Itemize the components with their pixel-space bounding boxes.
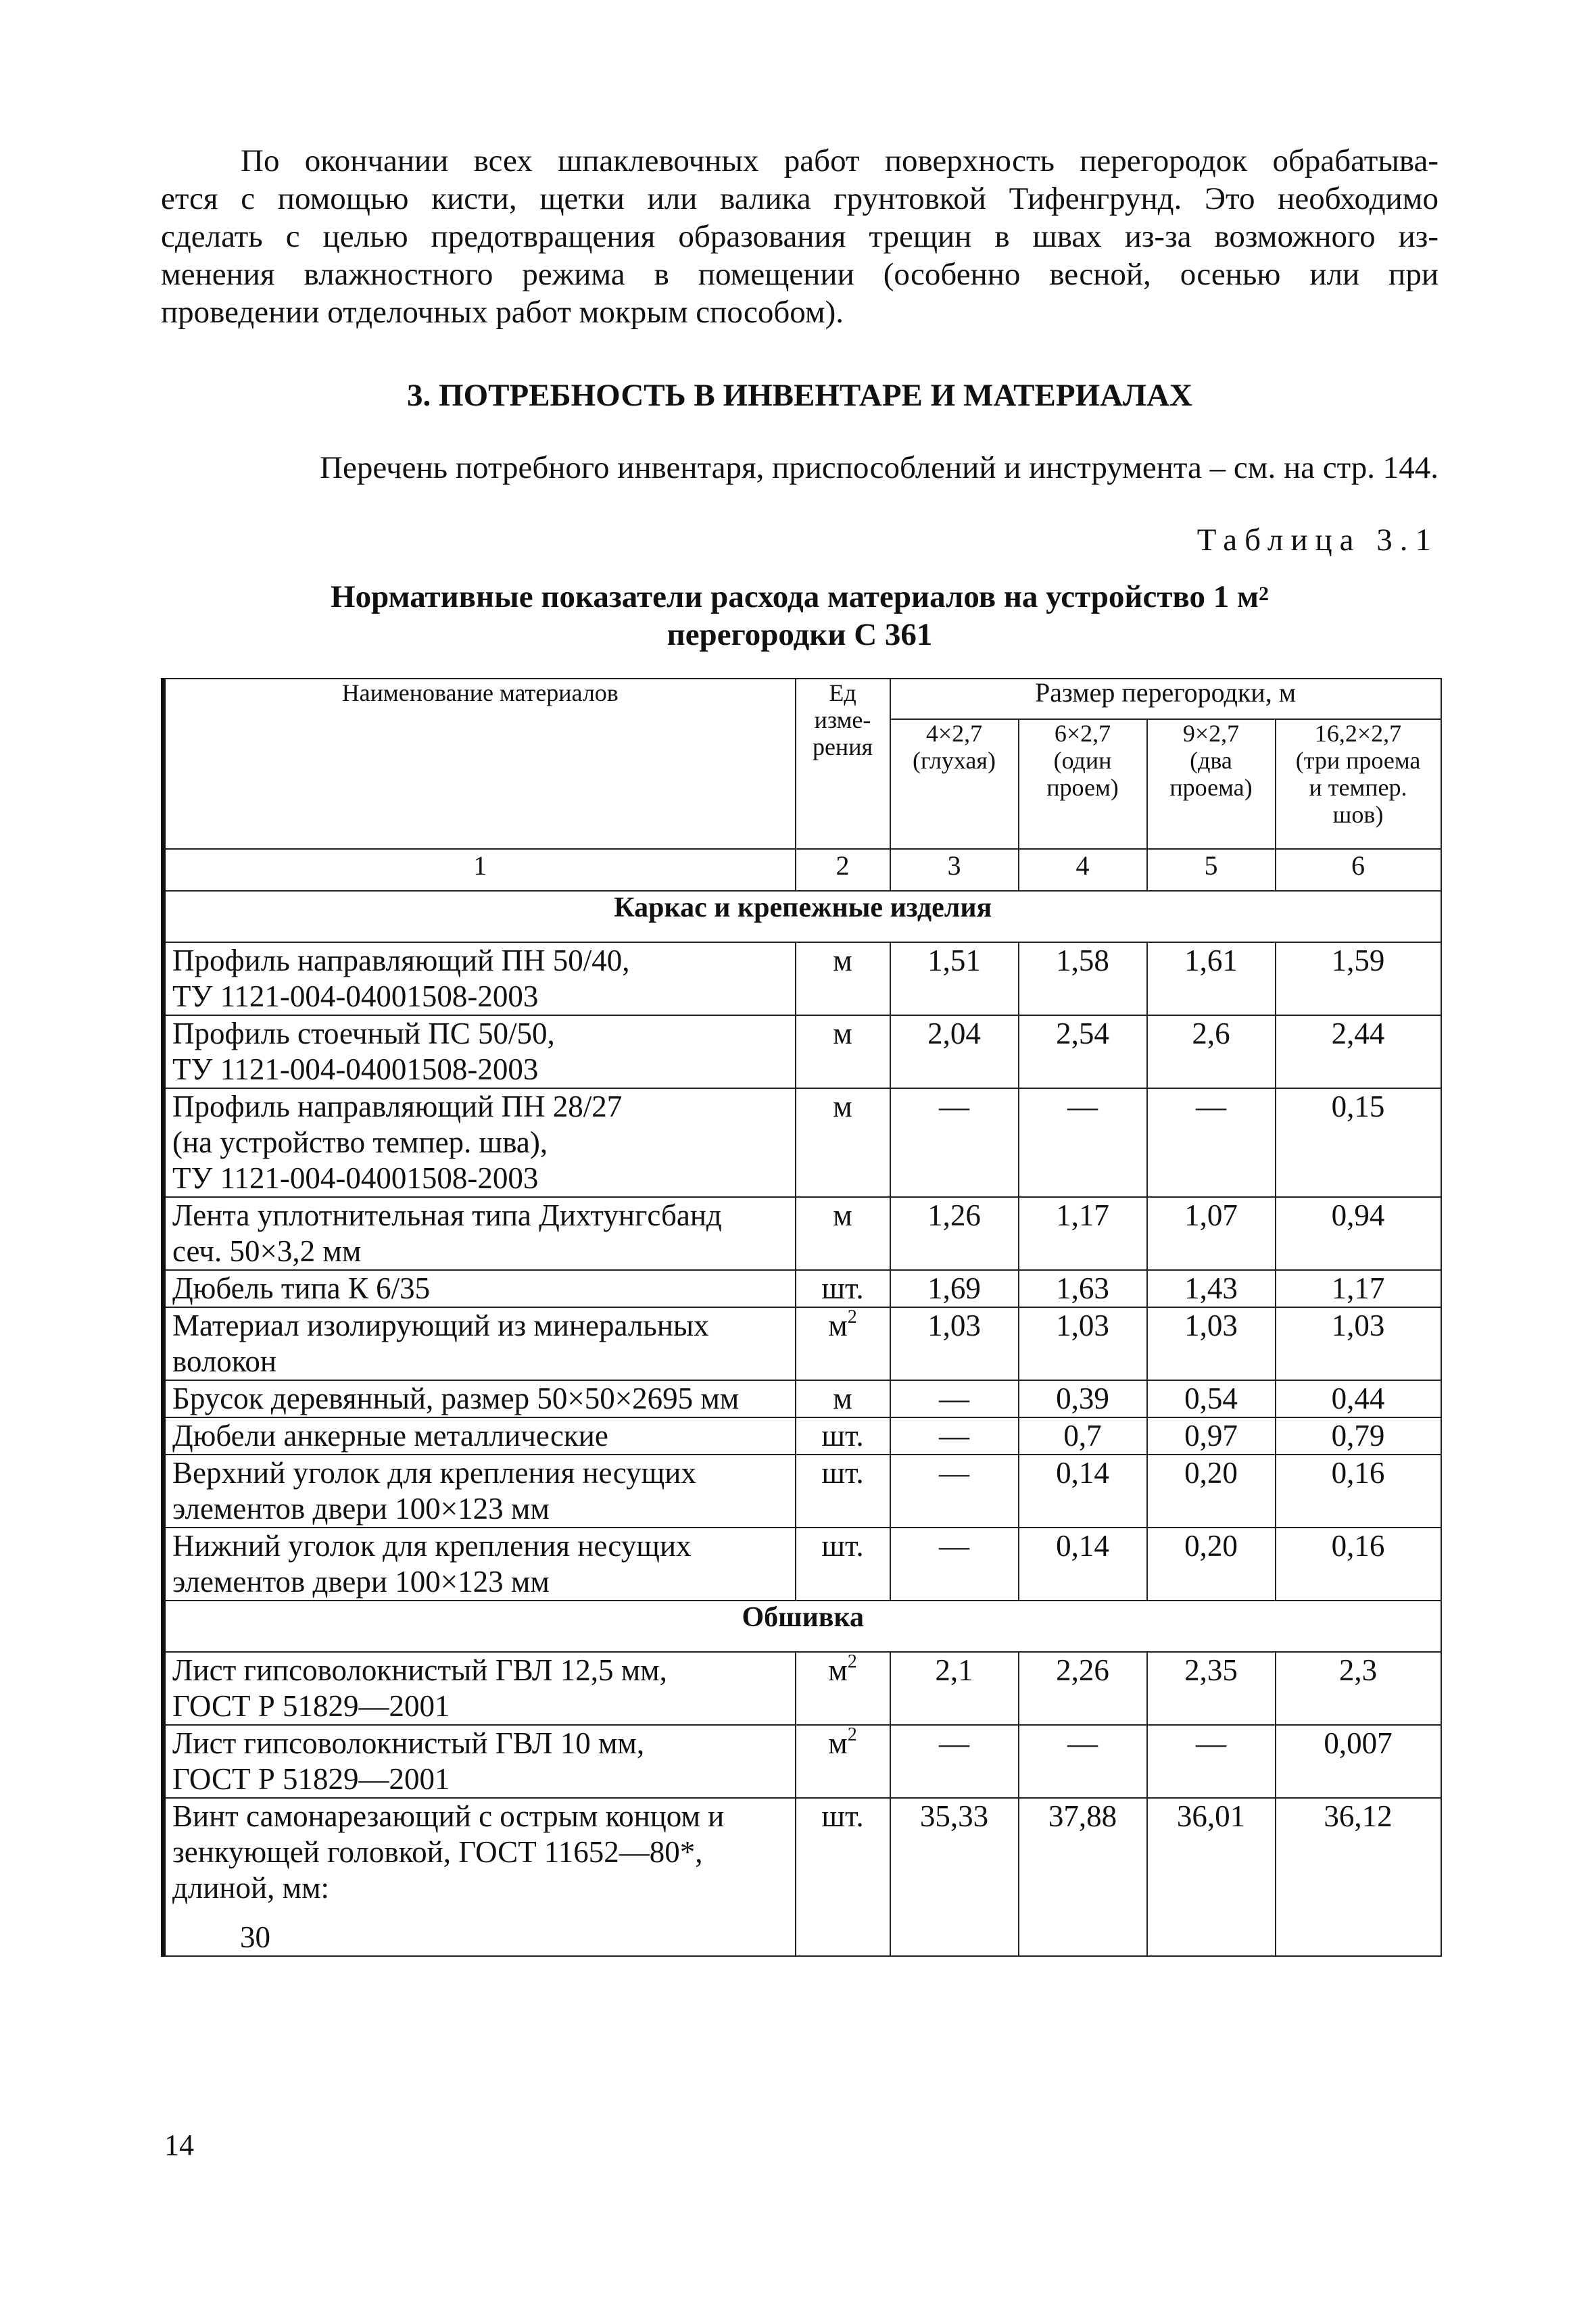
material-name [164,1455,796,1528]
value-cell: 1,51 [890,942,1019,1015]
value-cell: 1,07 [1147,1197,1276,1270]
unit-cell [796,1417,890,1455]
value-cell: — [890,1528,1019,1601]
intro-line: менения влажностного режима в помещении (особенно весной, осенью или при [161,257,1438,292]
cell-line: Профиль направляющий ПН 28/27 [172,1090,623,1123]
cell-line: сеч. 50×3,2 мм [172,1234,362,1268]
section-row [164,891,1441,942]
unit-cell: шт. [796,1798,890,1956]
unit-cell [796,1652,890,1725]
unit-cell [796,942,890,1015]
unit-text: шт. [821,1529,864,1563]
value-cell: 0,97 [1147,1417,1276,1455]
value-cell: 1,43 [1147,1270,1276,1307]
value-cell: 0,007 [1276,1725,1441,1798]
cell-line: (два [1190,747,1232,774]
value-cell: 1,63 [1019,1270,1147,1307]
unit-cell [796,1380,890,1417]
table-row [164,1197,1441,1270]
unit-text: м [833,1198,852,1232]
cell-line: Материал изолирующий из минеральных [172,1309,709,1342]
column-number: 1 [164,849,796,891]
value-cell: 37,88 [1019,1798,1147,1956]
table-row [164,1652,1441,1725]
cell-line: 6×2,7 [1054,720,1111,747]
value-cell: 1,03 [890,1307,1019,1380]
table-row [164,1380,1441,1417]
size-header [1276,719,1441,849]
value-cell: 1,58 [1019,942,1147,1015]
table-row [164,1417,1441,1455]
value-cell: — [890,1380,1019,1417]
unit-text: шт. [821,1271,864,1305]
intro-line: По окончании всех шпаклевочных работ поверхность перегородок обрабатыва- [241,143,1438,178]
materials-table [161,678,1442,1957]
cell-line: (глухая) [913,747,996,774]
value-cell: 1,69 [890,1270,1019,1307]
material-name [164,1270,796,1307]
cell-line: ГОСТ Р 51829—2001 [172,1689,450,1723]
table-row [164,1528,1441,1601]
value-cell: 0,7 [1019,1417,1147,1455]
value-cell: 2,35 [1147,1652,1276,1725]
section-title: Каркас и крепежные изделия [164,891,1441,942]
section-title: Обшивка [164,1601,1441,1652]
material-name [164,1417,796,1455]
cell-line: (один [1053,747,1112,774]
cell-line: ГОСТ Р 51829—2001 [172,1762,450,1796]
size-header [890,719,1019,849]
cell-line: Винт самонарезающий с острым концом и [172,1799,725,1833]
column-number: 5 [1147,849,1276,891]
material-name [164,1798,796,1956]
cell-line: Профиль направляющий ПН 50/40, [172,944,630,977]
unit-text: шт. [821,1419,864,1453]
value-cell: 1,03 [1019,1307,1147,1380]
cell-line: рения [812,733,873,760]
unit-cell [796,1197,890,1270]
value-cell: 36,01 [1147,1798,1276,1956]
page-number: 14 [164,2128,194,2162]
value-cell: 0,79 [1276,1417,1441,1455]
value-cell: 0,94 [1276,1197,1441,1270]
unit-cell [796,1528,890,1601]
cell-line: (на устройство темпер. шва), [172,1125,548,1159]
value-cell: 2,1 [890,1652,1019,1725]
cell-line: Лента уплотнительная типа Дихтунгсбанд [172,1198,722,1232]
material-name [164,1652,796,1725]
table-title-line2: перегородки С 361 [667,617,933,652]
unit-text: м [828,1309,848,1342]
screw-length: 30 [240,1920,270,1954]
unit-sup: 2 [847,1307,857,1327]
section-row [164,1601,1441,1652]
value-cell: 1,61 [1147,942,1276,1015]
value-cell: 2,44 [1276,1015,1441,1088]
table-row [164,1088,1441,1197]
cell-line: 16,2×2,7 [1314,720,1402,747]
cell-line: Профиль стоечный ПС 50/50, [172,1017,555,1050]
cell-line: проема) [1169,774,1253,801]
material-name [164,1725,796,1798]
material-name [164,1197,796,1270]
cell-line: и темпер. [1309,774,1407,801]
table-title-line1: Нормативные показатели расхода материалов на устройство 1 м [331,579,1259,614]
unit-text: м [833,1090,852,1123]
intro-paragraph [161,142,1438,331]
table-title [161,578,1438,654]
cell-line: Брусок деревянный, размер 50×50×2695 мм [172,1382,740,1415]
table-row [164,1455,1441,1528]
col-unit-header [796,679,890,849]
cell-line: Дюбели анкерные металлические [172,1419,608,1453]
value-cell: 2,54 [1019,1015,1147,1088]
intro-line: проведении отделочных работ мокрым способом). [161,295,844,330]
section-heading: 3. ПОТРЕБНОСТЬ В ИНВЕНТАРЕ И МАТЕРИАЛАХ [407,378,1192,413]
cell-line: Нижний уголок для крепления несущих [172,1529,692,1563]
cell-line: 9×2,7 [1182,720,1240,747]
unit-text: м [833,944,852,977]
value-cell: — [1147,1725,1276,1798]
cell-line: элементов двери 100×123 мм [172,1492,550,1526]
table-row [164,1307,1441,1380]
size-group-header: Размер перегородки, м [890,679,1441,719]
unit-cell [796,1270,890,1307]
table-title-sup: 2 [1258,583,1269,605]
unit-text: м [828,1726,848,1760]
cell-line: волокон [172,1344,276,1378]
unit-text: м [833,1017,852,1050]
cell-line: Лист гипсоволокнистый ГВЛ 12,5 мм, [172,1653,667,1687]
value-cell: 35,33 [890,1798,1019,1956]
cell-line: ТУ 1121-004-04001508-2003 [172,979,539,1013]
cell-line: Лист гипсоволокнистый ГВЛ 10 мм, [172,1726,645,1760]
cell-line: Дюбель типа К 6/35 [172,1271,431,1305]
unit-cell [796,1015,890,1088]
value-cell: — [1019,1725,1147,1798]
material-name [164,1015,796,1088]
value-cell: 0,14 [1019,1528,1147,1601]
value-cell: — [890,1725,1019,1798]
table-row [164,1015,1441,1088]
cell-line: элементов двери 100×123 мм [172,1565,550,1599]
material-name [164,1088,796,1197]
value-cell: 1,03 [1147,1307,1276,1380]
value-cell: 0,54 [1147,1380,1276,1417]
size-header [1019,719,1147,849]
value-cell: 0,15 [1276,1088,1441,1197]
table-row [164,1725,1441,1798]
unit-cell [796,1725,890,1798]
cell-line: длиной, мм: [172,1871,330,1905]
table-row [164,942,1441,1015]
unit-cell [796,1307,890,1380]
value-cell: 1,59 [1276,942,1441,1015]
value-cell: 2,26 [1019,1652,1147,1725]
table-row [164,1798,1441,1956]
cell-line: шов) [1332,801,1384,828]
header-row [164,679,1441,719]
cell-line: изме- [814,706,871,733]
reference-text: Перечень потребного инвентаря, приспособлений и инструмента – см. на стр. 144. [320,450,1438,485]
size-header [1147,719,1276,849]
unit-cell [796,1088,890,1197]
cell-line: 4×2,7 [925,720,983,747]
value-cell: 1,26 [890,1197,1019,1270]
value-cell: 2,3 [1276,1652,1441,1725]
value-cell: 0,20 [1147,1528,1276,1601]
value-cell: — [890,1417,1019,1455]
column-number: 6 [1276,849,1441,891]
unit-text: м [828,1653,848,1687]
value-cell: 1,03 [1276,1307,1441,1380]
cell-line: Ед [829,679,856,706]
value-cell: 0,16 [1276,1455,1441,1528]
column-number: 4 [1019,849,1147,891]
unit-cell [796,1455,890,1528]
value-cell: 0,14 [1019,1455,1147,1528]
value-cell: — [890,1088,1019,1197]
value-cell: 1,17 [1019,1197,1147,1270]
column-number: 3 [890,849,1019,891]
cell-line: (три проема [1295,747,1421,774]
unit-sup: 2 [847,1724,857,1745]
unit-sup: 2 [847,1651,857,1672]
unit-text: шт. [821,1456,864,1490]
value-cell: 2,6 [1147,1015,1276,1088]
value-cell: 0,16 [1276,1528,1441,1601]
cell-line: Верхний уголок для крепления несущих [172,1456,696,1490]
material-name [164,1528,796,1601]
value-cell: — [890,1455,1019,1528]
value-cell: 0,20 [1147,1455,1276,1528]
table-row [164,1270,1441,1307]
value-cell: 2,04 [890,1015,1019,1088]
cell-line: ТУ 1121-004-04001508-2003 [172,1052,539,1086]
material-name [164,942,796,1015]
table-number: Таблица 3.1 [1196,522,1438,558]
cell-line: ТУ 1121-004-04001508-2003 [172,1161,539,1195]
value-cell: 36,12 [1276,1798,1441,1956]
intro-line: сделать с целью предотвращения образования трещин в швах из-за возможного из- [161,219,1438,254]
value-cell: — [1147,1088,1276,1197]
value-cell: 1,17 [1276,1270,1441,1307]
intro-line: ется с помощью кисти, щетки или валика грунтовкой Тифенгрунд. Это необходимо [161,181,1438,216]
material-name [164,1380,796,1417]
col-name-header: Наименование материалов [164,679,796,849]
value-cell: 0,44 [1276,1380,1441,1417]
cell-line: проем) [1046,774,1119,801]
column-number: 2 [796,849,890,891]
material-name [164,1307,796,1380]
unit-text: м [833,1382,852,1415]
value-cell: 0,39 [1019,1380,1147,1417]
column-number-row [164,849,1441,891]
value-cell: — [1019,1088,1147,1197]
cell-line: зенкующей головкой, ГОСТ 11652—80*, [172,1835,703,1869]
